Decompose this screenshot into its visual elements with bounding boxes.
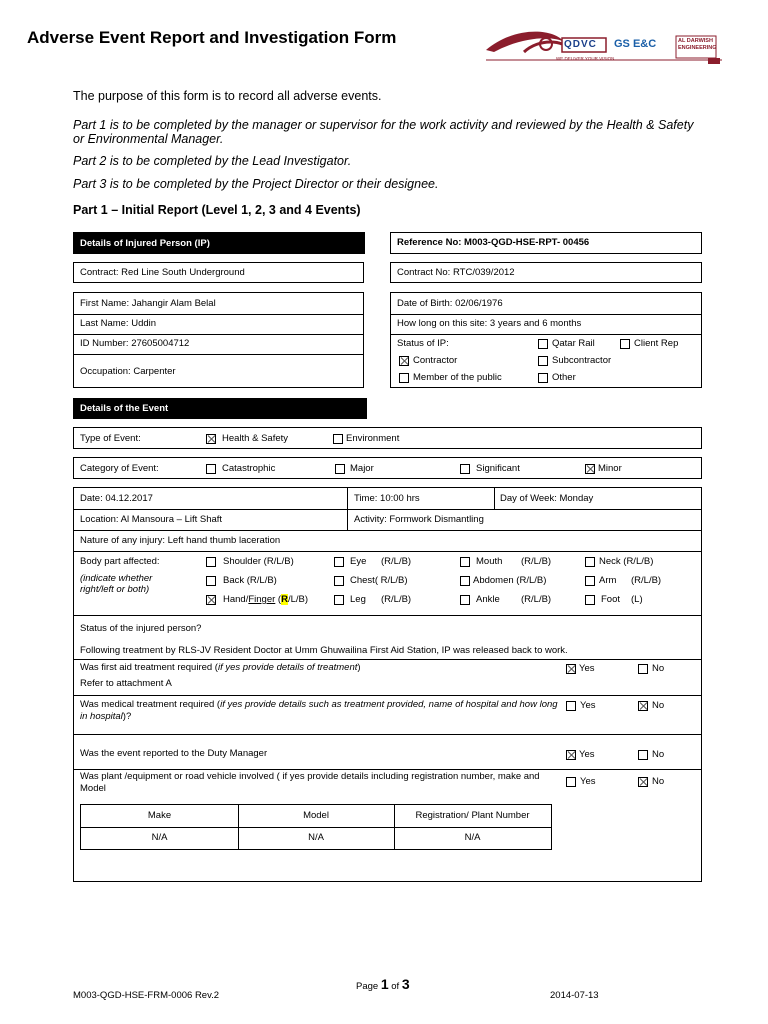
last-name-text: Last Name: Uddin [80, 318, 157, 329]
foot-label: Foot [601, 594, 621, 605]
abdomen-checkbox[interactable] [460, 576, 470, 586]
public-checkbox[interactable] [399, 373, 409, 383]
category-row [73, 457, 702, 479]
part2-text: Part 2 is to be completed by the Lead Investigator. [73, 154, 352, 168]
day-of-week-text: Day of Week: Monday [500, 493, 594, 504]
contract-no-box [390, 262, 702, 283]
mouth-label: Mouth [476, 556, 503, 567]
chest-checkbox[interactable] [334, 576, 344, 586]
qatar-rail-label: Qatar Rail [552, 338, 595, 349]
company-logos [484, 22, 724, 68]
plant-registration-value: N/A [464, 832, 481, 843]
injury-text: Nature of any injury: Left hand thumb laceration [80, 535, 281, 546]
arm-checkbox[interactable] [585, 576, 595, 586]
ankle-side-label: (R/L/B) [521, 594, 552, 605]
part1-heading: Part 1 – Initial Report (Level 1, 2, 3 and 4 Events) [73, 203, 361, 217]
neck-label: Neck (R/L/B) [599, 556, 654, 567]
location-text: Location: Al Mansoura – Lift Shaft [80, 514, 223, 525]
contract-field [73, 262, 364, 283]
hand-finger-label: Hand/Finger (R/L/B) [223, 594, 309, 605]
major-label: Major [350, 463, 374, 474]
plant-yes-checkbox[interactable] [566, 777, 576, 787]
plant-make-value: N/A [151, 832, 168, 843]
body-part-hint: (indicate whether right/left or both) [80, 573, 153, 595]
plant-yes-label: Yes [580, 776, 596, 787]
qatar-rail-checkbox[interactable] [538, 339, 548, 349]
leg-label: Leg [350, 594, 366, 605]
occupation-text: Occupation: Carpenter [80, 366, 176, 377]
plant-no-checkbox[interactable] [638, 777, 648, 787]
other-checkbox[interactable] [538, 373, 548, 383]
medical-no-label: No [652, 700, 665, 711]
event-details-header: Details of the Event [73, 398, 367, 419]
catastrophic-checkbox[interactable] [206, 464, 216, 474]
shoulder-label: Shoulder (R/L/B) [223, 556, 294, 567]
plant-no-label: No [652, 776, 665, 787]
mouth-checkbox[interactable] [460, 557, 470, 567]
ip-details-box [73, 292, 364, 388]
catastrophic-label: Catastrophic [222, 463, 276, 474]
environment-checkbox[interactable] [333, 434, 343, 444]
plant-registration-header: Registration/ Plant Number [415, 810, 530, 821]
chest-label: Chest( R/L/B) [350, 575, 408, 586]
public-label: Member of the public [413, 372, 502, 383]
subcontractor-checkbox[interactable] [538, 356, 548, 366]
page-indicator: Page 1 of 3 [356, 976, 410, 992]
health-safety-label: Health & Safety [222, 433, 289, 444]
major-checkbox[interactable] [335, 464, 345, 474]
hand-finger-checkbox[interactable] [206, 595, 216, 605]
arm-label: Arm [599, 575, 617, 586]
arm-side-label: (R/L/B) [631, 575, 662, 586]
body-part-label: Body part affected: [80, 556, 160, 567]
first-aid-no-label: No [652, 663, 665, 674]
first-aid-no-checkbox[interactable] [638, 664, 648, 674]
part1-text: Part 1 is to be completed by the manager or supervisor for the work activity and reviewed by the Health & Safety or Environmental Manager. [73, 118, 694, 146]
footer-date: 2014-07-13 [550, 990, 599, 1001]
plant-question: Was plant /equipment or road vehicle involved ( if yes provide details including registration number, make and Model [80, 771, 540, 794]
contract-text: Contract: Red Line South Underground [80, 267, 245, 278]
aldarwish-logo-text: AL DARWISH ENGINEERING [678, 38, 717, 51]
shoulder-checkbox[interactable] [206, 557, 216, 567]
id-number-text: ID Number: 27605004712 [80, 338, 190, 349]
first-aid-reference: Refer to attachment A [80, 678, 172, 689]
client-rep-label: Client Rep [634, 338, 679, 349]
qdvc-logo-text: QDVC [564, 39, 597, 50]
time-text: Time: 10:00 hrs [354, 493, 420, 504]
plant-make-header: Make [147, 810, 172, 821]
contract-no-text: Contract No: RTC/039/2012 [397, 267, 515, 278]
medical-yes-label: Yes [580, 700, 596, 711]
leg-checkbox[interactable] [334, 595, 344, 605]
duty-yes-checkbox[interactable] [566, 750, 576, 760]
eye-side-label: (R/L/B) [381, 556, 412, 567]
injured-person-header: Details of Injured Person (IP) [73, 232, 365, 254]
first-aid-yes-label: Yes [579, 663, 595, 674]
duty-no-checkbox[interactable] [638, 750, 648, 760]
gsec-logo-text: GS E&C [614, 38, 657, 50]
minor-label: Minor [598, 463, 622, 474]
first-aid-yes-checkbox[interactable] [566, 664, 576, 674]
mouth-side-label: (R/L/B) [521, 556, 552, 567]
medical-no-checkbox[interactable] [638, 701, 648, 711]
time-on-site-text: How long on this site: 3 years and 6 months [397, 318, 582, 329]
client-rep-checkbox[interactable] [620, 339, 630, 349]
duty-manager-question: Was the event reported to the Duty Manager [80, 748, 268, 759]
contractor-checkbox[interactable] [399, 356, 409, 366]
neck-checkbox[interactable] [585, 557, 595, 567]
ankle-checkbox[interactable] [460, 595, 470, 605]
part3-text: Part 3 is to be completed by the Project Director or their designee. [73, 177, 439, 191]
foot-side-label: (L) [631, 594, 643, 605]
date-text: Date: 04.12.2017 [80, 493, 153, 504]
plant-model-header: Model [303, 810, 329, 821]
reference-number: Reference No: M003-QGD-HSE-RPT- 00456 [397, 237, 590, 248]
medical-yes-checkbox[interactable] [566, 701, 576, 711]
plant-details-table [80, 804, 552, 850]
back-label: Back (R/L/B) [223, 575, 277, 586]
status-label: Status of IP: [397, 338, 449, 349]
first-aid-question: Was first aid treatment required (if yes provide details of treatment) [80, 662, 361, 673]
reference-box [390, 232, 702, 254]
subcontractor-label: Subcontractor [552, 355, 612, 366]
category-label: Category of Event: [80, 463, 159, 474]
ankle-label: Ankle [476, 594, 500, 605]
type-of-event-row [73, 427, 702, 449]
purpose-text: The purpose of this form is to record all adverse events. [73, 89, 382, 103]
logo-tagline: WE DELIVER YOUR VISION [556, 56, 615, 61]
eye-checkbox[interactable] [334, 557, 344, 567]
document-code: M003-QGD-HSE-FRM-0006 Rev.2 [73, 990, 220, 1001]
significant-checkbox[interactable] [460, 464, 470, 474]
minor-checkbox[interactable] [585, 464, 595, 474]
other-label: Other [552, 372, 576, 383]
type-label: Type of Event: [80, 433, 141, 444]
form-title: Adverse Event Report and Investigation Form [27, 28, 397, 47]
foot-checkbox[interactable] [585, 595, 595, 605]
first-name-text: First Name: Jahangir Alam Belal [80, 298, 216, 309]
eye-label: Eye [350, 556, 367, 567]
plant-model-value: N/A [308, 832, 324, 843]
environment-label: Environment [346, 433, 400, 444]
leg-side-label: (R/L/B) [381, 594, 412, 605]
contractor-label: Contractor [413, 355, 458, 366]
status-answer: Following treatment by RLS-JV Resident Doctor at Umm Ghuwailina First Aid Station, IP was released back to work. [80, 645, 568, 656]
abdomen-label: Abdomen (R/L/B) [473, 575, 547, 586]
significant-label: Significant [476, 463, 520, 474]
event-details-table [73, 487, 702, 882]
activity-text: Activity: Formwork Dismantling [354, 514, 484, 525]
ip-status-box [390, 292, 702, 388]
dob-text: Date of Birth: 02/06/1976 [397, 298, 503, 309]
back-checkbox[interactable] [206, 576, 216, 586]
medical-question: Was medical treatment required (if yes provide details such as treatment provided, name of hospital and how long in hospital)? [80, 699, 558, 722]
duty-no-label: No [652, 749, 665, 760]
status-question: Status of the injured person? [80, 623, 202, 634]
duty-yes-label: Yes [579, 749, 595, 760]
health-safety-checkbox[interactable] [206, 434, 216, 444]
